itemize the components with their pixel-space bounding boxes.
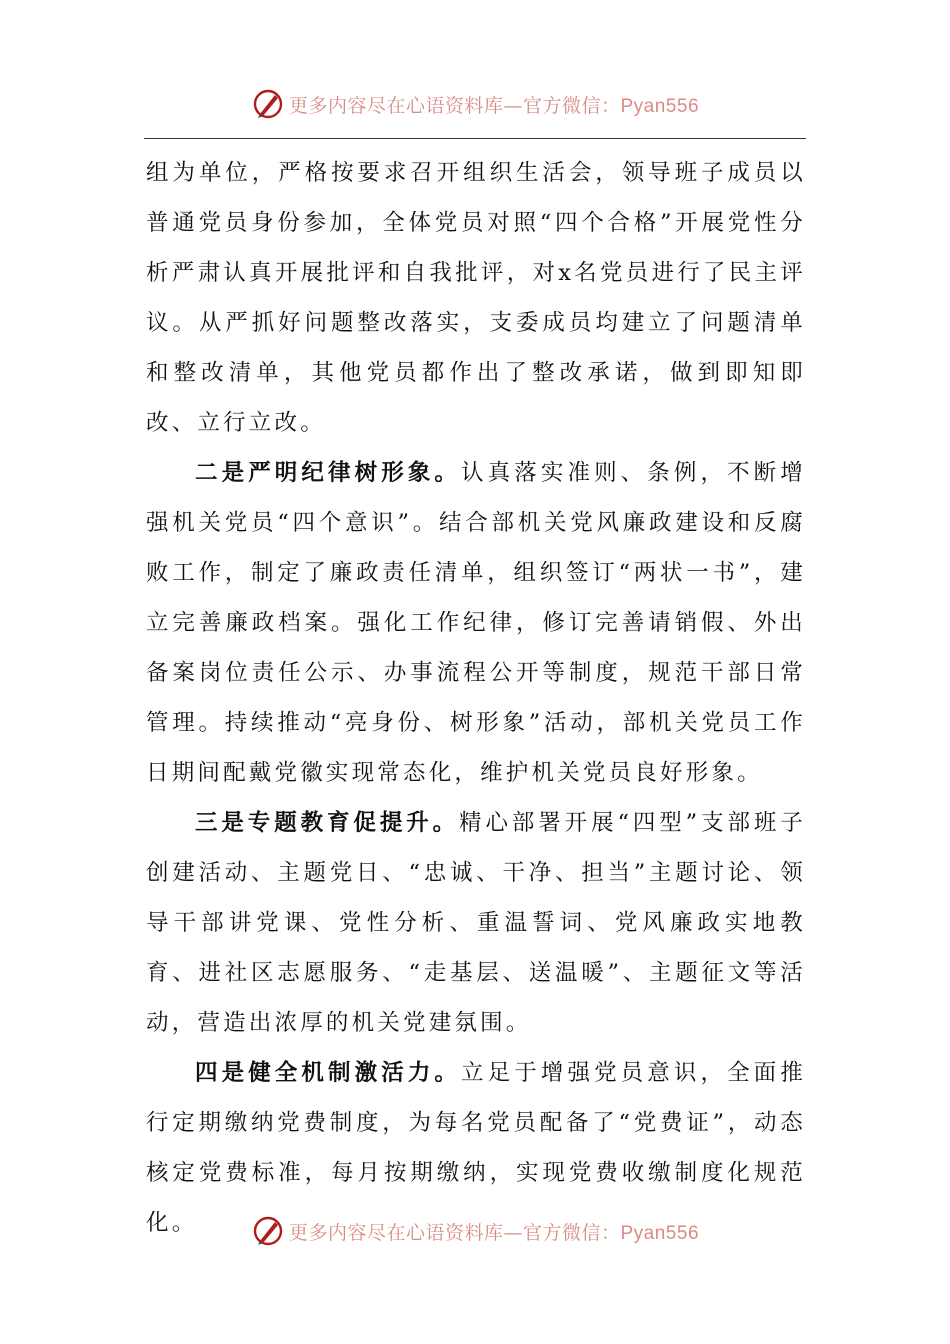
paragraph-3 bbox=[146, 798, 806, 1048]
header-watermark bbox=[0, 84, 950, 124]
header-rule bbox=[144, 138, 806, 139]
watermark-id: Pyan556 bbox=[620, 1222, 700, 1244]
pen-logo-icon bbox=[251, 1214, 285, 1248]
watermark-label: 更多内容尽在心语资料库—官方微信：Pyan556 bbox=[288, 1221, 700, 1244]
paragraph-2-text: 认真落实准则、条例，不断增强机关党员“四个意识”。结合部机关党风廉政建设和反腐败工作，制定了廉政责任清单，组织签订“两状一书”，建立完善廉政档案。强化工作纪律，修订完善请销假、外出备案岗位责任公示、办事流程公开等制度，规范干部日常管理。持续推动“亮身份、树形象”活动，部机关党员工作日期间配戴党徽实现常态化，维护机关党员良好形象。 bbox=[146, 460, 806, 786]
pen-logo-icon bbox=[251, 87, 285, 121]
paragraph-4-text: 立足于增强党员意识，全面推行定期缴纳党费制度，为每名党员配备了“党费证”，动态核定党费标准，每月按期缴纳，实现党费收缴制度化规范化。 bbox=[146, 1060, 806, 1236]
paragraph-2-lead: 二是严明纪律树形象。 bbox=[195, 460, 462, 486]
paragraph-3-lead: 三是专题教育促提升。 bbox=[195, 810, 460, 836]
paragraph-3-text: 精心部署开展“四型”支部班子创建活动、主题党日、“忠诚、干净、担当”主题讨论、领导干部讲党课、党性分析、重温誓词、党风廉政实地教育、进社区志愿服务、“走基层、送温暖”、主题征文等活动，营造出浓厚的机关党建氛围。 bbox=[146, 810, 806, 1036]
watermark-id: Pyan556 bbox=[620, 95, 700, 117]
paragraph-2 bbox=[146, 448, 806, 798]
document-body bbox=[146, 148, 806, 1248]
paragraph-1: 组为单位，严格按要求召开组织生活会，领导班子成员以普通党员身份参加，全体党员对照“四个合格”开展党性分析严肃认真开展批评和自我批评，对x名党员进行了民主评议。从严抓好问题整改落实，支委成员均建立了问题清单和整改清单，其他党员都作出了整改承诺，做到即知即改、立行立改。 bbox=[146, 160, 806, 436]
footer-watermark bbox=[0, 1211, 950, 1251]
watermark-label: 更多内容尽在心语资料库—官方微信：Pyan556 bbox=[288, 94, 700, 117]
paragraph-4-lead: 四是健全机制激活力。 bbox=[195, 1060, 462, 1086]
